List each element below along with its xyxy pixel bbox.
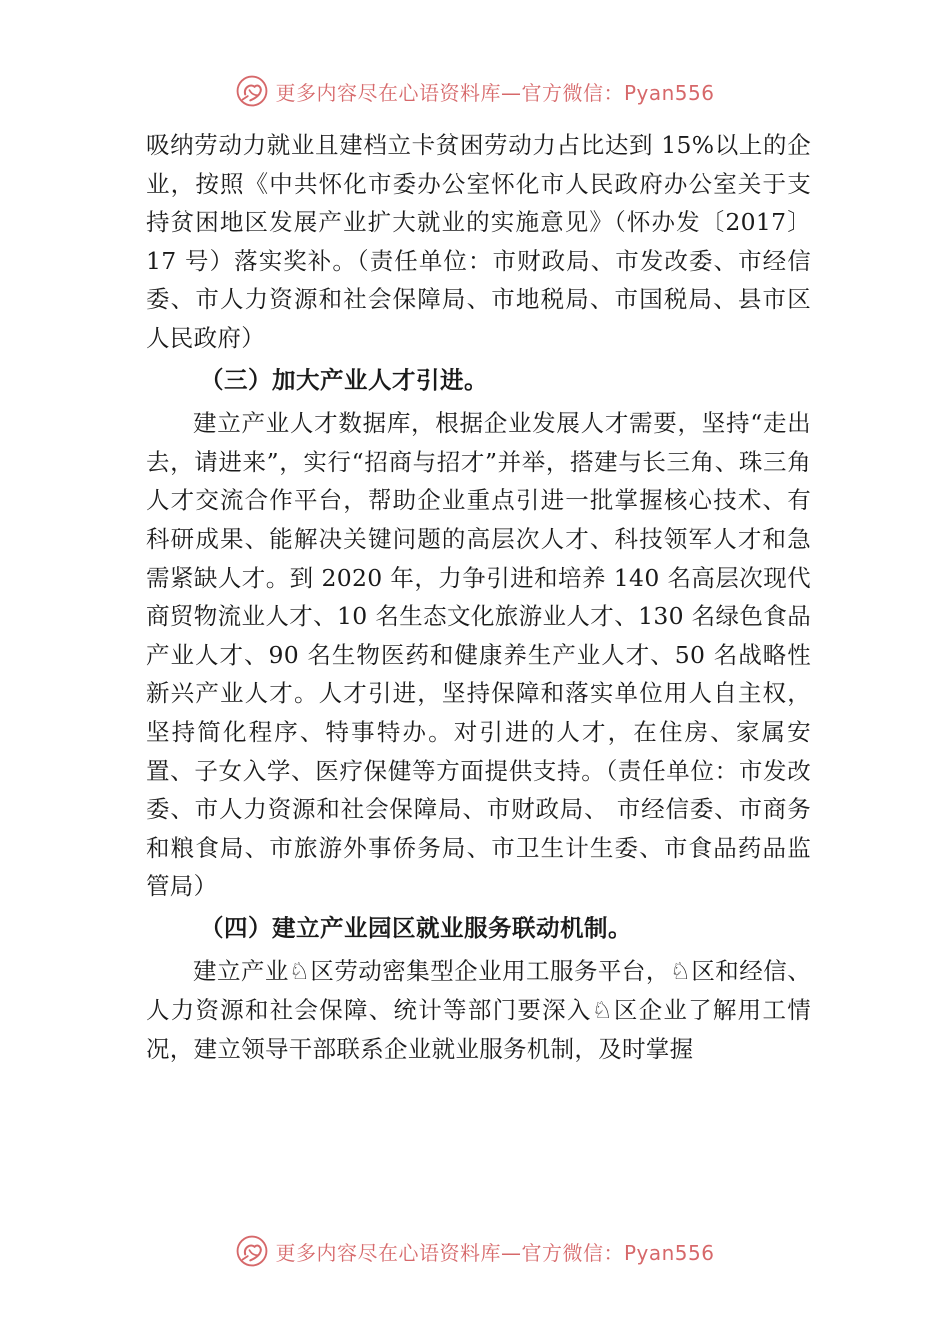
document-body bbox=[146, 126, 811, 1068]
paragraph-talent-introduction: 建立产业人才数据库，根据企业发展人才需要，坚持“走出去，请进来”，实行“招商与招才”并举，搭建与长三角、珠三角人才交流合作平台，帮助企业重点引进一批掌握核心技术、有科研成果、能解决关键问题的高层次人才、科技领军人才和急需紧缺人才。到 2020 年，力争引进和培养 140 名高层次现代商贸物流业人才、10 名生态文化旅游业人才、130 名绿色食品产业人才、90 名生物医药和健康养生产业人才、50 名战略性新兴产业人才。人才引进，坚持保障和落实单位用人自主权，坚持简化程序、特事特办。对引进的人才，在住房、家属安置、子女入学、医疗保健等方面提供支持。（责任单位：市发改委、市人力资源和社会保障局、市财政局、 市经信委、市商务和粮食局、市旅游外事侨务局、市卫生计生委、市食品药品监管局） bbox=[146, 409, 811, 901]
header-watermark bbox=[0, 74, 950, 108]
paragraph-employment-subsidy: 吸纳劳动力就业且建档立卡贫困劳动力占比达到 15%以上的企业，按照《中共怀化市委办公室怀化市人民政府办公室关于支持贫困地区发展产业扩大就业的实施意见》（怀办发〔2017〕17 号）落实奖补。（责任单位：市财政局、市发改委、市经信委、市人力资源和社会保障局、市地税局、市国税局、县市区人民政府） bbox=[146, 131, 811, 352]
heart-leaf-logo-icon bbox=[235, 74, 269, 108]
watermark-text: 更多内容尽在心语资料库—官方微信：Pyan556 bbox=[275, 80, 715, 105]
paragraph-park-services: 建立产业♘区劳动密集型企业用工服务平台，♘区和经信、人力资源和社会保障、统计等部门要深入♘区企业了解用工情况，建立领导干部联系企业就业服务机制，及时掌握 bbox=[146, 957, 811, 1063]
section-heading-talent: （三）加大产业人才引进。 bbox=[200, 365, 488, 394]
watermark-text: 更多内容尽在心语资料库—官方微信：Pyan556 bbox=[275, 1240, 715, 1265]
footer-watermark bbox=[0, 1234, 950, 1268]
heart-leaf-logo-icon bbox=[235, 1234, 269, 1268]
section-heading-park-services: （四）建立产业园区就业服务联动机制。 bbox=[200, 913, 632, 942]
